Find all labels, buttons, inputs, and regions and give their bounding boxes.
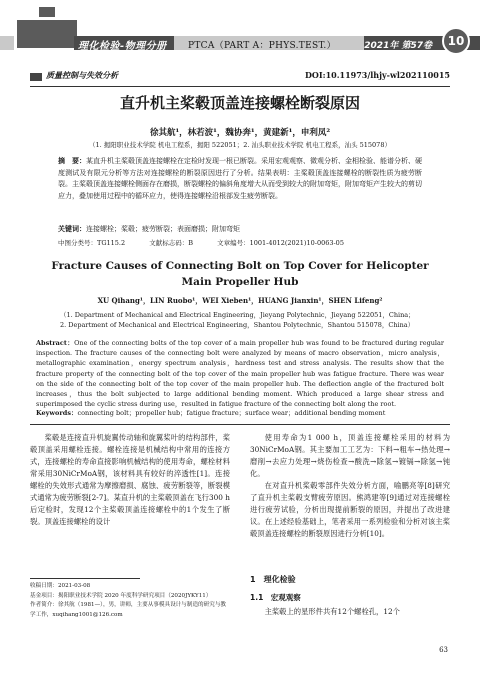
section-heading: 1 理化检验: [250, 575, 296, 584]
document-code: 文献标志码：B: [149, 239, 193, 247]
header-rule: [30, 86, 450, 87]
journal-name: 理化检验-物理分册: [78, 41, 167, 52]
abstract-rule: [30, 424, 450, 425]
footnote-rule: [30, 578, 140, 579]
footnote-fund: 基金项目：揭阳职业技术学院 2020 年度科学研究项目（2020JYKY11）: [30, 592, 212, 599]
footnote-author: 作者简介：徐其航（1981—），男，讲师，主要从事模具设计与制造的研究与教学工作，xuqihang1001@126.com: [30, 602, 227, 618]
clc-number: 中图分类号：TG115.2: [58, 239, 126, 247]
volume-label: 2021年 第57卷: [364, 41, 432, 51]
en-affiliation-1: （1. Department of Mechanical and Electrical Engineering，Jieyang Polytechnic，Jieyang 522051，China；: [60, 311, 415, 319]
doi: DOI:10.11973/lhjy-wl202110015: [304, 70, 450, 80]
en-keywords-label: Keywords：: [36, 409, 78, 417]
footnote-received: 收稿日期：2021-03-08: [30, 583, 91, 589]
en-affiliation: [40, 310, 440, 330]
body-paragraph: 在对直升机桨毂零部件失效分析方面，喻鹏亮等[8]研究了直升机主桨毂支臂疲劳原因。熊鸿建等[9]通过对连接螺栓进行疲劳试验，分析出现提前断裂的原因，并提出了改进建议。在上述经验基础上，笔者采用一系列检验和分析对该主桨毂顶盖连接螺栓的断裂原因进行分析[10]。: [250, 481, 450, 538]
en-keywords: [36, 408, 444, 417]
footnote: [30, 582, 230, 620]
cn-keywords-text: 连接螺栓；桨毂；疲劳断裂；表面磨损；附加弯矩: [86, 225, 240, 233]
en-abstract-text: One of the connecting bolts of the top cover of a main propeller hub was found to be fractured during regular inspection. The fracture causes of the connecting bolt were analyzed by means of macro observation，micro analysis，metallographic examination，energy spectrum analysis，hardness test and stress analysis. The results show that the fracture property of the connecting bolt of the top cover of the main propeller hub was fatigue fracture. There was wear on the side of the connecting bolt of the top cover of the main propeller hub. The deflection angle of the fractured bolt increases，thus the bolt subjected to large additional bending moment. Which produced a large shear stress and superimposed the cyclic stress during use，resulted in fatigue fracture of the connecting bolt along the root.: [36, 339, 444, 409]
en-keywords-text: connecting bolt；propeller hub；fatigue fracture；surface wear；additional bending moment: [77, 409, 386, 417]
body-paragraph: 桨毂是连接直升机旋翼传动轴和旋翼桨叶的结构部件，桨毂顶盖采用螺栓连接。螺栓连接是机械结构中常用的连接方式，连接螺栓的寿命直接影响机械结构的使用寿命，螺栓材料常采用30NiCrMoA钢，该材料具有较好的淬透性[1]。连接螺栓的失效形式通常为摩擦磨损、腐蚀、疲劳断裂等，断裂模式通常为疲劳断裂[2-7]。某直升机的主桨毂顶盖在飞行300 h后定检时，发现12个主桨毂顶盖连接螺栓中的1个发生了断裂。顶盖连接螺栓的设计: [30, 433, 230, 526]
en-abstract-label: Abstract：: [36, 339, 75, 347]
cn-abstract: [58, 156, 422, 202]
section-tag-icon: [30, 73, 42, 81]
page-number: 63: [439, 646, 448, 654]
en-abstract: [36, 338, 444, 409]
en-title-line1: Fracture Causes of Connecting Bolt on Top Cover for Helicopter: [51, 260, 429, 272]
journal-english-name: PTCA（PART A：PHYS.TEST.）: [188, 41, 336, 51]
cn-title: 直升机主桨毂顶盖连接螺栓断裂原因: [119, 94, 360, 112]
section-bar: [30, 70, 450, 84]
issue-number: 10: [442, 27, 470, 55]
body-right-column: [250, 432, 450, 540]
cn-meta: [58, 238, 422, 247]
en-title: [30, 258, 450, 290]
body-paragraph: 使用寿命为1 000 h，顶盖连接螺栓采用的材料为30NiCrMoA钢。其主要加工工艺为：下料→粗车→热处理→磨削→去应力处理→烧伤检查→酸洗→除氢→镀镉→除氢→钝化。: [250, 433, 450, 478]
section-name: 质量控制与失效分析: [46, 71, 118, 80]
cn-keywords: [58, 224, 422, 234]
journal-header: [0, 0, 480, 62]
body-left-column: [30, 432, 230, 528]
cn-authors: 徐其航¹，林若波¹，魏协奔¹，黄建新¹，申利凤²: [149, 128, 331, 138]
cn-keywords-label: 关键词：: [58, 225, 86, 233]
article-number: 文章编号：1001-4012(2021)10-0063-05: [217, 239, 344, 247]
subsection-heading: 1.1 宏观观察: [250, 593, 301, 602]
cn-abstract-label: 摘 要：: [58, 157, 86, 165]
cn-affiliation: （1. 揭阳职业技术学院 机电工程系，揭阳 522051；2. 汕头职业技术学院 机电工程系，汕头 515078）: [89, 141, 391, 149]
journal-logo-square: [14, 17, 80, 51]
cn-abstract-text: 某直升机主桨毂顶盖连接螺栓在定检时发现一根已断裂。采用宏观观察、微观分析、金相检验、能谱分析、硬度测试及有限元分析等方法对连接螺栓的断裂原因进行了分析。结果表明：主桨毂顶盖连接螺栓的断裂性质为疲劳断裂。主桨毂顶盖连接螺栓侧面存在磨损，断裂螺栓的偏斜角度增大从而受到较大的附加弯矩，附加弯矩产生较大的剪切应力，叠加使用过程中的循环应力，使得连接螺栓沿根部发生疲劳断裂。: [58, 157, 422, 200]
en-authors: XU Qihang¹，LIN Ruobo¹，WEI Xieben¹，HUANG Jianxin¹，SHEN Lifeng²: [97, 296, 383, 305]
en-title-line2: Main Propeller Hub: [181, 276, 299, 288]
en-affiliation-2: 2. Department of Mechanical and Electrical Engineering，Shantou Polytechnic，Shantou 515078，China）: [60, 321, 415, 329]
body-paragraph: 主桨毂上的星形件共有12个螺栓孔，12个: [264, 607, 400, 616]
